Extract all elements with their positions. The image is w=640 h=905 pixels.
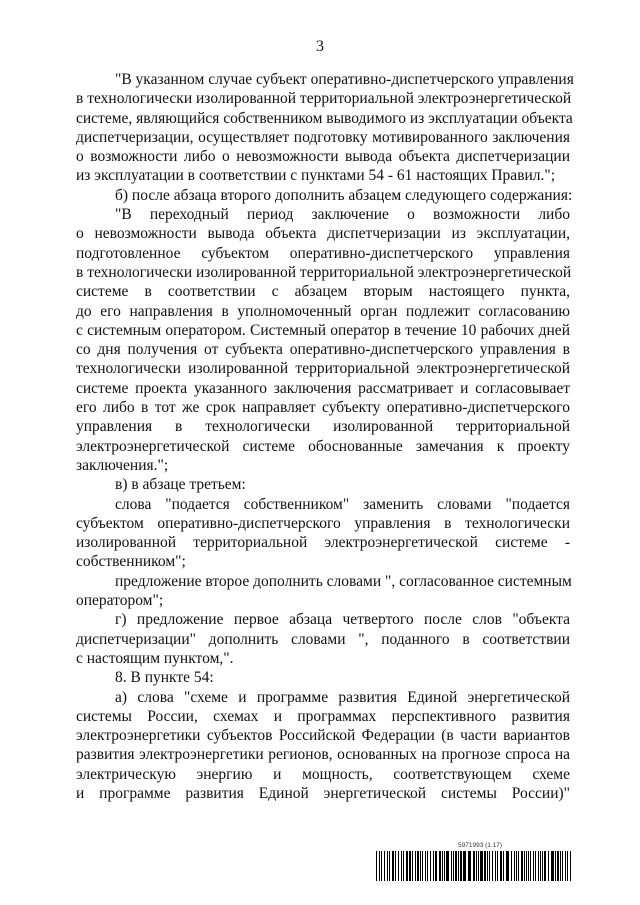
document-id: 5971993 (1.17): [458, 842, 503, 849]
text-line: системе в соответствии с абзацем вторым настоящего пункта,: [76, 283, 570, 301]
text-line: изолированной территориальной электроэнергетической системе -: [76, 534, 570, 552]
text-line: субъектом оперативно-диспетчерского управления в технологически: [76, 514, 570, 532]
text-line: в технологически изолированной территориальной электроэнергетической: [76, 263, 572, 281]
text-line: из эксплуатации в соответствии с пунктами 54 - 61 настоящих Правил.";: [76, 167, 556, 185]
text-line: заключения.";: [76, 456, 169, 474]
document-body: [76, 70, 574, 803]
text-line: в технологически изолированной территориальной электроэнергетической: [76, 90, 572, 108]
text-line: системе проекта указанного заключения рассматривает и согласовывает: [76, 379, 570, 397]
text-line: системы России, схемах и программах перспективного развития: [76, 707, 570, 725]
text-line: диспетчеризации" дополнить словами ", поданного в соответствии: [76, 630, 570, 648]
text-line: технологически изолированной территориальной электроэнергетической: [76, 360, 570, 378]
text-line: электроэнергетики субъектов Российской Федерации (в части вариантов: [76, 727, 570, 745]
page-number: 3: [316, 38, 324, 55]
text-line: со дня получения от субъекта оперативно-диспетчерского управления в: [76, 341, 570, 359]
text-line: системе, являющийся собственником выводимого из эксплуатации объекта: [76, 109, 573, 127]
text-line: собственником";: [76, 553, 186, 571]
text-line: "В переходный период заключение о возможности либо: [115, 206, 570, 224]
text-line: а) слова "схеме и программе развития Единой энергетической: [115, 688, 570, 706]
text-line: управления в технологически изолированной территориальной: [76, 418, 570, 436]
text-line: электроэнергетической системе обоснованные замечания к проекту: [76, 437, 570, 455]
text-line: с настоящим пунктом,".: [76, 649, 234, 667]
text-line: о невозможности вывода объекта диспетчеризации из эксплуатации,: [76, 225, 570, 243]
text-line: диспетчеризации, осуществляет подготовку мотивированного заключения: [76, 128, 570, 146]
text-line: оператором";: [76, 592, 164, 610]
text-line: и программе развития Единой энергетической системы России)": [76, 784, 570, 802]
text-line: его либо в тот же срок направляет субъекту оперативно-диспетчерского: [76, 399, 570, 417]
text-line: о возможности либо о невозможности вывода объекта диспетчеризации: [76, 148, 570, 166]
text-line: слова "подается собственником" заменить словами "подается: [115, 495, 570, 513]
text-line: электрическую энергию и мощность, соответствующем схеме: [76, 765, 570, 783]
barcode: [376, 851, 572, 881]
text-line: развития электроэнергетики регионов, основанных на прогнозе спроса на: [76, 746, 570, 764]
text-line: "В указанном случае субъект оперативно-диспетчерского управления: [115, 71, 574, 88]
text-line: в) в абзаце третьем:: [115, 476, 246, 494]
text-line: б) после абзаца второго дополнить абзацем следующего содержания:: [115, 186, 573, 204]
text-line: предложение второе дополнить словами ", согласованное системным: [115, 572, 572, 590]
text-line: с системным оператором. Системный оператор в течение 10 рабочих дней: [76, 321, 570, 339]
text-line: подготовленное субъектом оперативно-диспетчерского управления: [76, 244, 570, 262]
text-line: г) предложение первое абзаца четвертого после слов "объекта: [115, 611, 570, 629]
text-line: до его направления в уполномоченный орган подлежит согласованию: [76, 302, 570, 320]
text-line: 8. В пункте 54:: [115, 669, 214, 687]
